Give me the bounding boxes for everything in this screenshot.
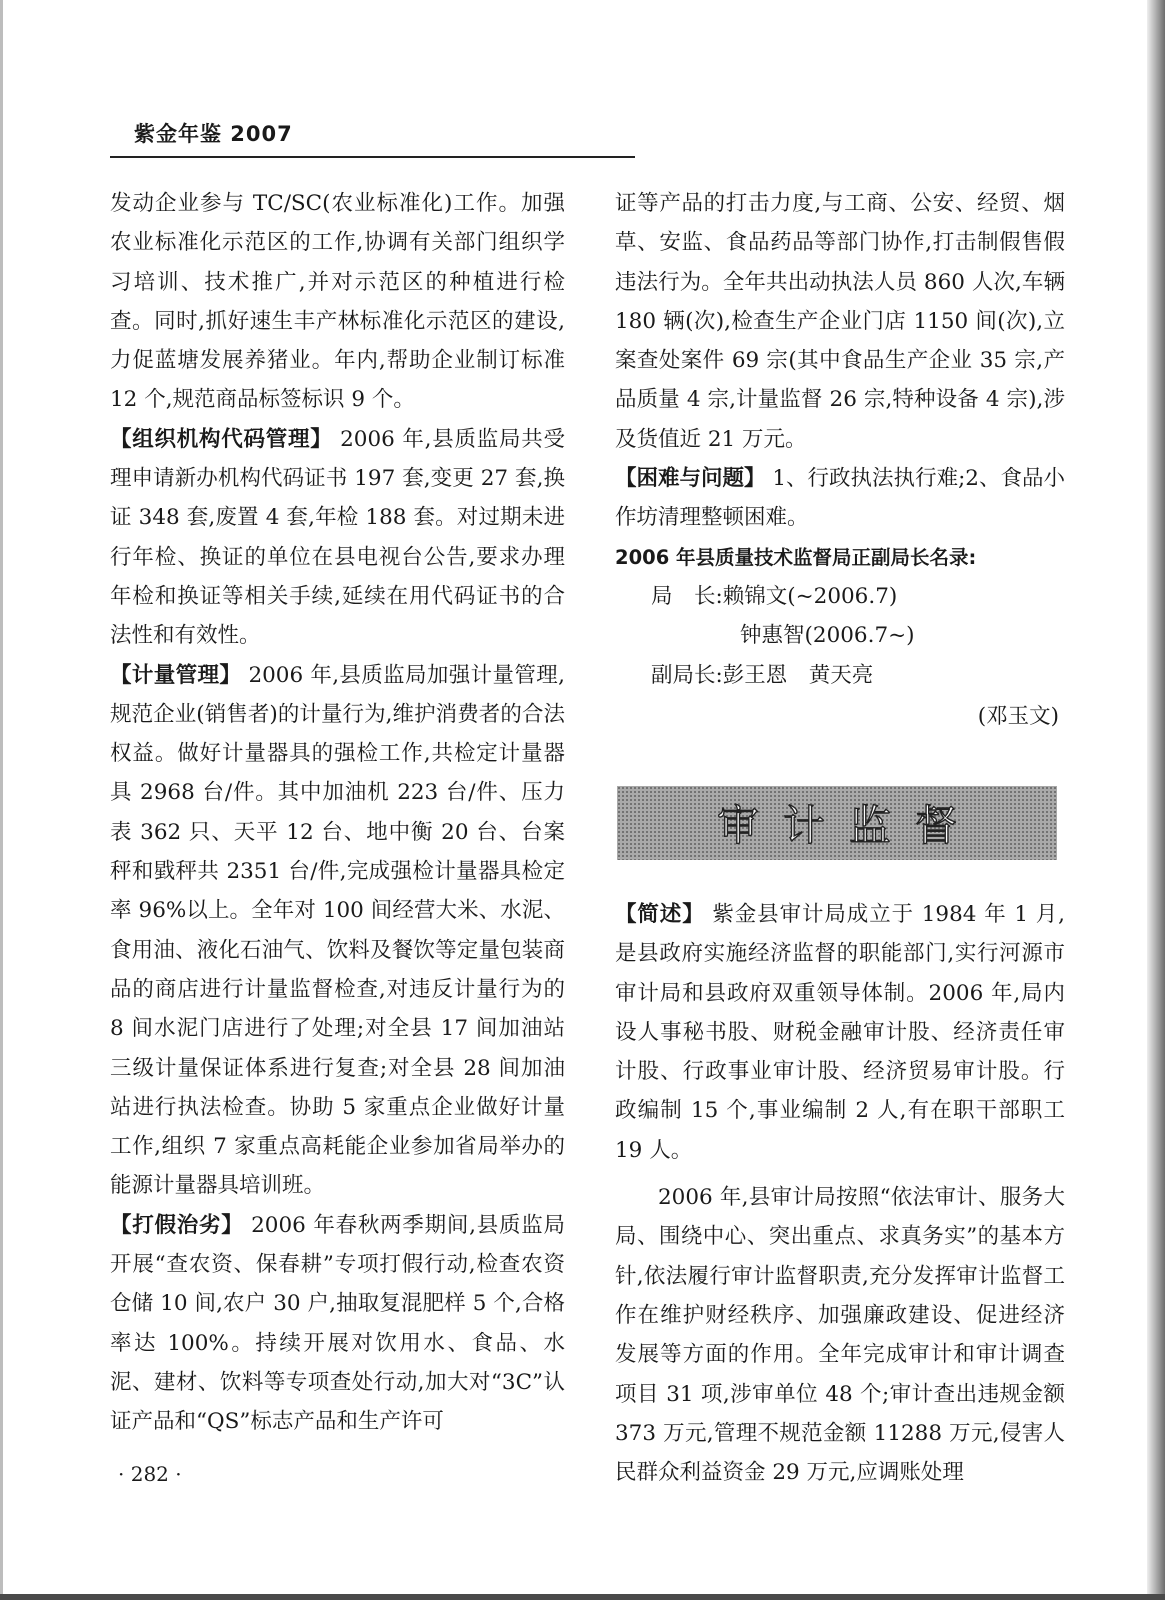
- paragraph-anti-counterfeit-text: 2006 年春秋两季期间,县质监局开展“查农资、保春耕”专项打假行动,检查农资仓储 10 间,农户 30 户,抽取复混肥样 5 个,合格率达 100%。持续开展对饮用水、食品、水泥、建材、饮料等专项查处行动,加大对“3C”认证产品和“QS”标志产品和生产许可: [110, 1212, 565, 1435]
- paragraph-enforcement: 证等产品的打击力度,与工商、公安、经贸、烟草、安监、食品药品等部门协作,打击制假售假违法行为。全年共出动执法人员 860 人次,车辆 180 辆(次),检查生产企业门店 1150 间(次),立案查处案件 69 宗(其中食品生产企业 35 宗,产品质量 4 宗,计量监督 26 宗,特种设备 4 宗),涉及货值近 21 万元。: [615, 191, 1065, 452]
- right-column-lower: [615, 895, 1065, 1492]
- right-column-upper: [615, 184, 1065, 736]
- page-number: · 282 ·: [118, 1462, 182, 1486]
- paragraph-standardization: 发动企业参与 TC/SC(农业标准化)工作。加强农业标准化示范区的工作,协调有关部门组织学习培训、技术推广,并对示范区的种植进行检查。同时,抓好速生丰产林标准化示范区的建设,力促蓝塘发展养猪业。年内,帮助企业制订标准 12 个,规范商品标签标识 9 个。: [110, 191, 565, 413]
- roster-director: 局 长:赖锦文(~2006.7): [651, 583, 898, 609]
- paragraph-audit-overview: [615, 895, 1065, 1170]
- paragraph-anti-counterfeit: [110, 1206, 565, 1442]
- section-label-anti-counterfeit: 【打假治劣】: [110, 1212, 244, 1238]
- paragraph-org-code-text: 2006 年,县质监局共受理申请新办机构代码证书 197 套,变更 27 套,换证 348 套,废置 4 套,年检 188 套。对过期未进行年检、换证的单位在县电视台公告,要求办理年检和换证等相关手续,延续在用代码证书的合法性和有效性。: [110, 426, 565, 649]
- section-label-metrology: 【计量管理】: [110, 662, 242, 688]
- paragraph-metrology: [110, 656, 565, 1206]
- section-label-org-code: 【组织机构代码管理】: [110, 426, 333, 452]
- roster-deputy: 副局长:彭王恩 黄天亮: [651, 662, 874, 688]
- page-edge-right: [1147, 0, 1165, 1600]
- header-rule: [110, 156, 635, 158]
- section-label-difficulties: 【困难与问题】: [615, 466, 766, 492]
- running-header-title: 紫金年鉴 2007: [134, 122, 293, 146]
- page-edge-left: [0, 0, 3, 1600]
- roster-director-2: 钟惠智(2006.7~): [740, 623, 915, 649]
- left-column: [110, 184, 565, 1442]
- author-credit: (邓玉文): [977, 703, 1059, 729]
- paragraph-difficulties-text: 1、行政执法执行难;2、食品小作坊清理整顿困难。: [615, 466, 1065, 531]
- roster-heading: 2006 年县质量技术监督局正副局长名录:: [615, 545, 977, 569]
- paragraph-audit-work: 2006 年,县审计局按照“依法审计、服务大局、围绕中心、突出重点、求真务实”的基本方针,依法履行审计监督职责,充分发挥审计监督工作在维护财经秩序、加强廉政建设、促进经济发展等方面的作用。全年完成审计和审计调查项目 31 项,涉审单位 48 个;审计查出违规金额 373 万元,管理不规范金额 11288 万元,侵害人民群众利益资金 29 万元,应调账处理: [615, 1185, 1065, 1486]
- paragraph-audit-overview-text: 紫金县审计局成立于 1984 年 1 月,是县政府实施经济监督的职能部门,实行河源市审计局和县政府双重领导体制。2006 年,局内设人事秘书股、财税金融审计股、经济责任审计股、行政事业审计股、经济贸易审计股。行政编制 15 个,事业编制 2 人,有在职干部职工 19 人。: [615, 902, 1065, 1163]
- section-label-overview: 【简述】: [615, 902, 705, 927]
- section-title: 审计监督: [716, 801, 981, 850]
- page-edge-bottom: [0, 1594, 1165, 1600]
- paragraph-metrology-text: 2006 年,县质监局加强计量管理,规范企业(销售者)的计量行为,维护消费者的合法权益。做好计量器具的强检工作,共检定计量器具 2968 台/件。其中加油机 223 台/件、压力表 362 只、天平 12 台、地中衡 20 台、台案秤和戥秤共 2351 台/件,完成强检计量器具检定率 96%以上。全年对 100 间经营大米、水泥、食用油、液化石油气、饮料及餐饮等定量包装商品的商店进行计量监督检查,对违反计量行为的 8 间水泥门店进行了处理;对全县 17 间加油站三级计量保证体系进行复查;对全县 28 间加油站进行执法检查。协助 5 家重点企业做好计量工作,组织 7 家重点高耗能企业参加省局举办的能源计量器具培训班。: [110, 662, 565, 1199]
- section-banner-audit: [617, 786, 1057, 860]
- paragraph-org-code: [110, 420, 565, 656]
- paragraph-difficulties: [615, 459, 1065, 538]
